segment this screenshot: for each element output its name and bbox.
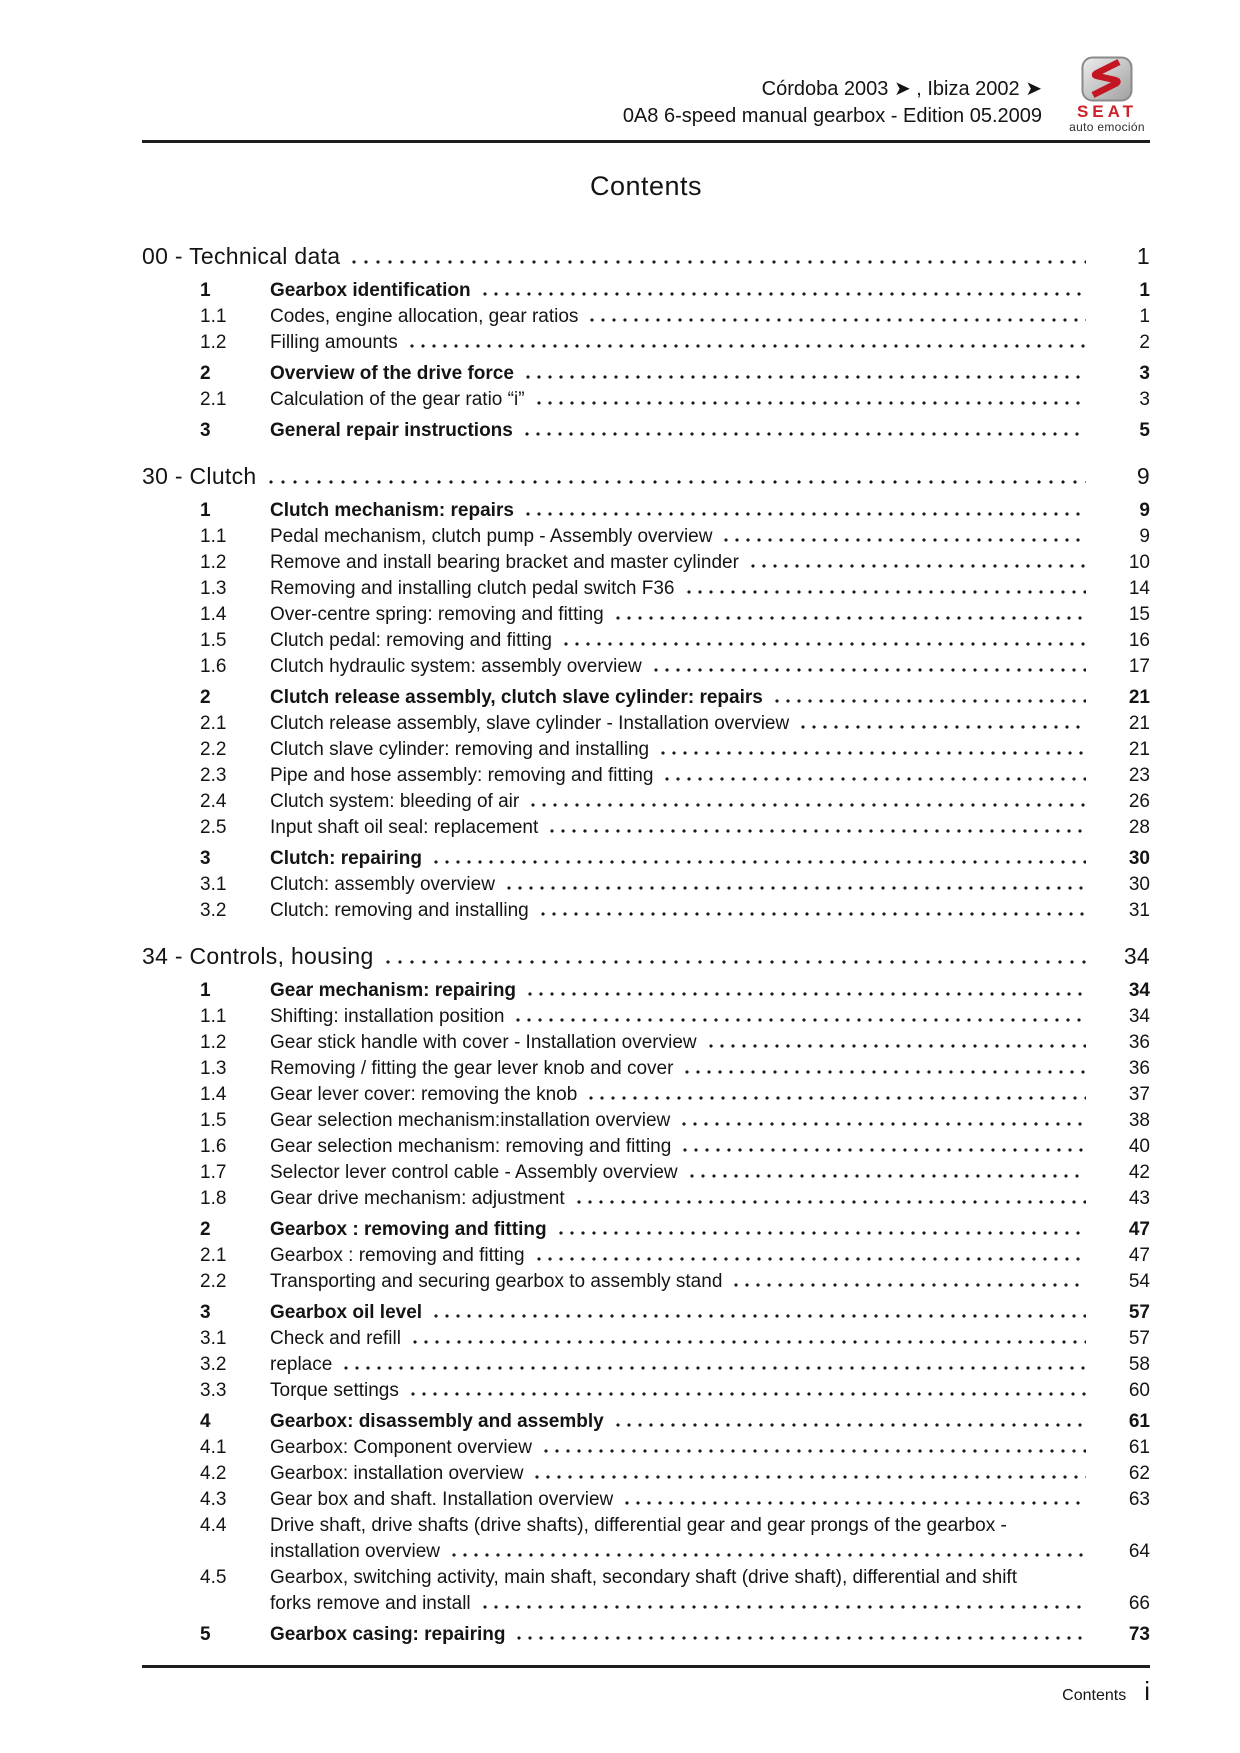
toc-entry-number: 2.1 bbox=[200, 713, 227, 734]
toc-entry-page: 1 bbox=[1139, 306, 1150, 327]
toc-entry-number: 2 bbox=[200, 363, 211, 384]
toc-entry-page: 23 bbox=[1128, 765, 1150, 786]
toc-entry-row bbox=[142, 524, 1150, 550]
dot-leader bbox=[687, 590, 1087, 594]
toc-entry-title: Gearbox: installation overview bbox=[270, 1463, 524, 1484]
toc-chapter-label: 30 - Clutch bbox=[142, 463, 257, 489]
toc-entry-page: 17 bbox=[1128, 656, 1150, 677]
toc-entry-row bbox=[142, 278, 1150, 304]
dot-leader bbox=[434, 860, 1086, 864]
dot-leader bbox=[559, 1231, 1086, 1235]
dot-leader bbox=[654, 668, 1086, 672]
toc-entry-title: Gearbox: disassembly and assembly bbox=[270, 1411, 604, 1432]
toc-entry-title-cont: forks remove and install bbox=[270, 1593, 471, 1614]
header-text bbox=[623, 76, 1042, 136]
toc-entry-title: Gearbox, switching activity, main shaft, secondary shaft (drive shaft), differential and shift bbox=[270, 1567, 1017, 1588]
toc-entry-row bbox=[142, 711, 1150, 737]
header-model-line: Córdoba 2003 ➤ , Ibiza 2002 ➤ bbox=[761, 78, 1042, 100]
toc-entry-row bbox=[142, 1622, 1150, 1648]
dot-leader bbox=[516, 1018, 1086, 1022]
toc-entry-number: 2.1 bbox=[200, 1245, 227, 1266]
toc-entry-number: 2 bbox=[200, 687, 211, 708]
toc-chapter-row bbox=[142, 461, 1150, 491]
toc-entry-title: Clutch: repairing bbox=[270, 848, 423, 869]
toc-entry-row bbox=[142, 387, 1150, 413]
toc-entry-number: 3.3 bbox=[200, 1380, 227, 1401]
toc-entry-page: 30 bbox=[1128, 848, 1150, 869]
toc-entry-row bbox=[142, 1134, 1150, 1160]
toc-entry-number: 3 bbox=[200, 848, 211, 869]
toc-entry-title: Torque settings bbox=[270, 1380, 399, 1401]
footer-page-number: i bbox=[1144, 1676, 1150, 1706]
toc-entry-title: Transporting and securing gearbox to assembly stand bbox=[270, 1271, 723, 1292]
dot-leader bbox=[344, 1366, 1086, 1370]
dot-leader bbox=[661, 751, 1086, 755]
header-edition-line: 0A8 6-speed manual gearbox - Edition 05.2009 bbox=[622, 105, 1042, 127]
toc-entry-row bbox=[142, 1435, 1150, 1461]
toc-entry-number: 1.7 bbox=[200, 1162, 227, 1183]
toc-entry-number: 4.4 bbox=[200, 1515, 227, 1536]
toc-entry-title: General repair instructions bbox=[270, 420, 513, 441]
toc-entry-number: 3.2 bbox=[200, 900, 227, 921]
toc-entry-number: 5 bbox=[200, 1624, 211, 1645]
toc-entry-row bbox=[142, 846, 1150, 872]
toc-entry-page: 21 bbox=[1128, 713, 1150, 734]
toc-entry-number: 3.2 bbox=[200, 1354, 227, 1375]
toc-entry-row bbox=[142, 1243, 1150, 1269]
seat-logo bbox=[1064, 56, 1150, 136]
toc-entry-title: Gear mechanism: repairing bbox=[270, 980, 517, 1001]
table-of-contents bbox=[142, 224, 1150, 1665]
toc-entry-title: Clutch release assembly, slave cylinder - Installation overview bbox=[270, 713, 790, 734]
toc-entry-title: Gearbox casing: repairing bbox=[270, 1624, 506, 1645]
toc-entry-page: 38 bbox=[1128, 1110, 1150, 1131]
dot-leader bbox=[483, 292, 1086, 296]
dot-leader bbox=[386, 960, 1086, 964]
dot-leader bbox=[616, 616, 1086, 620]
toc-entry-title: Drive shaft, drive shafts (drive shafts), differential gear and gear prongs of the gearbox - bbox=[270, 1515, 1007, 1536]
toc-entry-number: 2.1 bbox=[200, 389, 227, 410]
toc-entry-row bbox=[142, 815, 1150, 841]
toc-entry-number: 2.4 bbox=[200, 791, 227, 812]
toc-entry-page: 10 bbox=[1128, 552, 1150, 573]
dot-leader bbox=[525, 432, 1086, 436]
toc-entry-title: Gear drive mechanism: adjustment bbox=[270, 1188, 565, 1209]
toc-entry-number: 1.5 bbox=[200, 1110, 227, 1131]
dot-leader bbox=[531, 803, 1086, 807]
toc-entry-page: 60 bbox=[1128, 1380, 1150, 1401]
dot-leader bbox=[352, 260, 1086, 264]
toc-entry-number: 1.3 bbox=[200, 1058, 227, 1079]
dot-leader bbox=[683, 1148, 1086, 1152]
toc-chapter-page: 34 bbox=[1123, 943, 1150, 969]
page-title: Contents bbox=[589, 171, 703, 201]
toc-entry-title: Pipe and hose assembly: removing and fitting bbox=[270, 765, 654, 786]
toc-entry-title: Check and refill bbox=[270, 1328, 401, 1349]
dot-leader bbox=[775, 699, 1086, 703]
toc-entry-number: 2.2 bbox=[200, 1271, 227, 1292]
toc-entry-title: Overview of the drive force bbox=[270, 363, 514, 384]
toc-entry-number: 1.2 bbox=[200, 552, 227, 573]
toc-entry-title: Gear stick handle with cover - Installation overview bbox=[270, 1032, 697, 1053]
toc-entry-number: 4.3 bbox=[200, 1489, 227, 1510]
dot-leader bbox=[537, 401, 1086, 405]
toc-chapter-row bbox=[142, 241, 1150, 271]
toc-entry-title: Selector lever control cable - Assembly overview bbox=[270, 1162, 678, 1183]
toc-entry-page: 64 bbox=[1128, 1541, 1150, 1562]
dot-leader bbox=[507, 886, 1086, 890]
toc-entry-row bbox=[142, 789, 1150, 815]
toc-entry-line2 bbox=[200, 1591, 1150, 1617]
toc-entry-number: 3.1 bbox=[200, 1328, 227, 1349]
dot-leader bbox=[526, 375, 1086, 379]
toc-entry-row bbox=[142, 304, 1150, 330]
toc-entry-title: Remove and install bearing bracket and master cylinder bbox=[270, 552, 739, 573]
toc-entry-title: Pedal mechanism, clutch pump - Assembly overview bbox=[270, 526, 713, 547]
toc-entry-row bbox=[142, 1487, 1150, 1513]
dot-leader bbox=[709, 1044, 1086, 1048]
toc-entry-page: 34 bbox=[1128, 1006, 1150, 1027]
toc-entry-title: Input shaft oil seal: replacement bbox=[270, 817, 539, 838]
seat-emblem-icon bbox=[1081, 56, 1133, 102]
toc-entry-row bbox=[142, 1030, 1150, 1056]
dot-leader bbox=[724, 538, 1086, 542]
toc-entry-row bbox=[142, 1217, 1150, 1243]
dot-leader bbox=[685, 1070, 1086, 1074]
toc-entry-number: 1.4 bbox=[200, 1084, 227, 1105]
toc-entry-number: 1.2 bbox=[200, 1032, 227, 1053]
toc-entry-number: 1 bbox=[200, 980, 211, 1001]
header bbox=[142, 0, 1150, 136]
toc-entry-number: 4 bbox=[200, 1411, 211, 1432]
toc-entry-title: Gear box and shaft. Installation overview bbox=[270, 1489, 614, 1510]
toc-entry-title: Gearbox : removing and fitting bbox=[270, 1245, 525, 1266]
toc-entry-title: replace bbox=[270, 1354, 333, 1375]
toc-entry-page: 40 bbox=[1128, 1136, 1150, 1157]
toc-entry-row bbox=[142, 1326, 1150, 1352]
toc-entry-number: 1.1 bbox=[200, 526, 227, 547]
footer-rule bbox=[142, 1665, 1150, 1668]
toc-entry-title: Gearbox identification bbox=[270, 280, 471, 301]
toc-entry-row bbox=[142, 763, 1150, 789]
toc-entry-page: 58 bbox=[1128, 1354, 1150, 1375]
dot-leader bbox=[665, 777, 1086, 781]
toc-entry-title: Gearbox : removing and fitting bbox=[270, 1219, 547, 1240]
toc-entry-number: 3 bbox=[200, 420, 211, 441]
toc-entry-number: 4.5 bbox=[200, 1567, 227, 1588]
toc-entry-page: 9 bbox=[1139, 526, 1150, 547]
toc-entry-page: 31 bbox=[1128, 900, 1150, 921]
footer bbox=[142, 1676, 1150, 1753]
toc-entry-title: Clutch slave cylinder: removing and installing bbox=[270, 739, 650, 760]
toc-entry-page: 1 bbox=[1139, 280, 1150, 301]
dot-leader bbox=[564, 642, 1086, 646]
toc-entry-page: 5 bbox=[1139, 420, 1150, 441]
toc-entry-number: 1 bbox=[200, 280, 211, 301]
toc-entry-row bbox=[142, 576, 1150, 602]
toc-entry-number: 2.5 bbox=[200, 817, 227, 838]
dot-leader bbox=[590, 318, 1086, 322]
toc-entry-number: 1.2 bbox=[200, 332, 227, 353]
toc-entry-row bbox=[142, 1565, 1150, 1617]
toc-entry-page: 42 bbox=[1128, 1162, 1150, 1183]
toc-entry-title: Clutch pedal: removing and fitting bbox=[270, 630, 552, 651]
toc-entry-title: Gearbox oil level bbox=[270, 1302, 423, 1323]
dot-leader bbox=[616, 1423, 1086, 1427]
toc-entry-title: Removing and installing clutch pedal switch F36 bbox=[270, 578, 675, 599]
toc-entry-page: 36 bbox=[1128, 1032, 1150, 1053]
toc-entry-page: 2 bbox=[1139, 332, 1150, 353]
toc-entry-number: 3.1 bbox=[200, 874, 227, 895]
toc-entry-line2 bbox=[200, 1539, 1150, 1565]
toc-entry-title: Codes, engine allocation, gear ratios bbox=[270, 306, 579, 327]
toc-entry-row bbox=[142, 1004, 1150, 1030]
toc-entry-title: Clutch release assembly, clutch slave cylinder: repairs bbox=[270, 687, 763, 708]
toc-entry-row bbox=[142, 550, 1150, 576]
dot-leader bbox=[690, 1174, 1086, 1178]
seat-wordmark: SEAT bbox=[1076, 102, 1138, 121]
toc-entry-row bbox=[142, 361, 1150, 387]
toc-entry-title: Shifting: installation position bbox=[270, 1006, 505, 1027]
toc-entry-number: 3 bbox=[200, 1302, 211, 1323]
dot-leader bbox=[682, 1122, 1086, 1126]
toc-entry-number: 4.2 bbox=[200, 1463, 227, 1484]
toc-entry-title: Gear lever cover: removing the knob bbox=[270, 1084, 578, 1105]
toc-entry-row bbox=[142, 1300, 1150, 1326]
toc-entry-title: Gear selection mechanism:installation overview bbox=[270, 1110, 671, 1131]
toc-entry-page: 54 bbox=[1128, 1271, 1150, 1292]
toc-entry-row bbox=[142, 628, 1150, 654]
dot-leader bbox=[413, 1340, 1086, 1344]
dot-leader bbox=[801, 725, 1086, 729]
toc-entry-page: 37 bbox=[1128, 1084, 1150, 1105]
dot-leader bbox=[526, 512, 1086, 516]
toc-entry-title: Gear selection mechanism: removing and fitting bbox=[270, 1136, 672, 1157]
toc-entry-row bbox=[142, 1378, 1150, 1404]
dot-leader bbox=[410, 344, 1086, 348]
toc-entry-number: 2.3 bbox=[200, 765, 227, 786]
toc-entry-number: 1.8 bbox=[200, 1188, 227, 1209]
toc-entry-row bbox=[142, 737, 1150, 763]
toc-entry-row bbox=[142, 1409, 1150, 1435]
toc-entry-number: 2.2 bbox=[200, 739, 227, 760]
toc-entry-page: 3 bbox=[1139, 389, 1150, 410]
toc-entry-title-cont: installation overview bbox=[270, 1541, 441, 1562]
toc-entry-page: 57 bbox=[1128, 1328, 1150, 1349]
toc-entry-title: Calculation of the gear ratio “i” bbox=[270, 389, 525, 410]
toc-entry-title: Removing / fitting the gear lever knob and cover bbox=[270, 1058, 674, 1079]
dot-leader bbox=[751, 564, 1086, 568]
dot-leader bbox=[625, 1501, 1086, 1505]
content-area bbox=[142, 0, 1150, 1753]
toc-entry-page: 63 bbox=[1128, 1489, 1150, 1510]
dot-leader bbox=[528, 992, 1086, 996]
toc-entry-page: 66 bbox=[1128, 1593, 1150, 1614]
toc-entry-row bbox=[142, 602, 1150, 628]
toc-entry-row bbox=[142, 1461, 1150, 1487]
dot-leader bbox=[544, 1449, 1086, 1453]
toc-entry-title: Clutch: removing and installing bbox=[270, 900, 529, 921]
toc-entry-number: 1.6 bbox=[200, 656, 227, 677]
toc-entry-page: 61 bbox=[1128, 1411, 1150, 1432]
toc-entry-row bbox=[142, 898, 1150, 924]
toc-entry-row bbox=[142, 418, 1150, 444]
toc-entry-page: 61 bbox=[1128, 1437, 1150, 1458]
toc-entry-title: Clutch: assembly overview bbox=[270, 874, 495, 895]
toc-chapter-page: 1 bbox=[1136, 243, 1150, 269]
toc-entry-page: 26 bbox=[1128, 791, 1150, 812]
toc-entry-page: 14 bbox=[1128, 578, 1150, 599]
toc-entry-page: 28 bbox=[1128, 817, 1150, 838]
dot-leader bbox=[550, 829, 1086, 833]
toc-entry-page: 15 bbox=[1128, 604, 1150, 625]
toc-entry-page: 21 bbox=[1128, 687, 1150, 708]
toc-entry-row bbox=[142, 1082, 1150, 1108]
toc-entry-line1 bbox=[200, 1513, 1150, 1539]
toc-entry-number: 1.4 bbox=[200, 604, 227, 625]
toc-entry-row bbox=[142, 1352, 1150, 1378]
toc-entry-line1 bbox=[200, 1565, 1150, 1591]
toc-entry-number: 1.1 bbox=[200, 1006, 227, 1027]
toc-entry-row bbox=[142, 872, 1150, 898]
toc-entry-number: 1 bbox=[200, 500, 211, 521]
toc-entry-row bbox=[142, 1513, 1150, 1565]
toc-entry-number: 1.3 bbox=[200, 578, 227, 599]
toc-chapter-page: 9 bbox=[1136, 463, 1150, 489]
toc-entry-number: 1.5 bbox=[200, 630, 227, 651]
toc-entry-row bbox=[142, 330, 1150, 356]
toc-entry-title: Gearbox: Component overview bbox=[270, 1437, 532, 1458]
toc-chapter-row bbox=[142, 941, 1150, 971]
toc-entry-row bbox=[142, 1108, 1150, 1134]
dot-leader bbox=[483, 1605, 1086, 1609]
toc-entry-row bbox=[142, 654, 1150, 680]
toc-entry-page: 21 bbox=[1128, 739, 1150, 760]
toc-entry-number: 1.6 bbox=[200, 1136, 227, 1157]
toc-entry-page: 30 bbox=[1128, 874, 1150, 895]
toc-entry-title: Clutch hydraulic system: assembly overview bbox=[270, 656, 642, 677]
toc-entry-page: 73 bbox=[1128, 1624, 1150, 1645]
dot-leader bbox=[589, 1096, 1086, 1100]
toc-entry-row bbox=[142, 498, 1150, 524]
seat-tagline: auto emoción bbox=[1069, 120, 1145, 134]
toc-entry-title: Clutch mechanism: repairs bbox=[270, 500, 514, 521]
dot-leader bbox=[452, 1553, 1086, 1557]
toc-entry-row bbox=[142, 685, 1150, 711]
dot-leader bbox=[734, 1283, 1086, 1287]
toc-entry-page: 34 bbox=[1128, 980, 1150, 1001]
toc-entry-number: 2 bbox=[200, 1219, 211, 1240]
toc-entry-number: 1.1 bbox=[200, 306, 227, 327]
toc-entry-page: 9 bbox=[1139, 500, 1150, 521]
dot-leader bbox=[411, 1392, 1086, 1396]
toc-entry-row bbox=[142, 978, 1150, 1004]
toc-entry-title: Over-centre spring: removing and fitting bbox=[270, 604, 604, 625]
toc-entry-page: 36 bbox=[1128, 1058, 1150, 1079]
dot-leader bbox=[537, 1257, 1086, 1261]
toc-entry-row bbox=[142, 1186, 1150, 1212]
toc-entry-row bbox=[142, 1160, 1150, 1186]
dot-leader bbox=[269, 480, 1086, 484]
toc-entry-number: 4.1 bbox=[200, 1437, 227, 1458]
toc-entry-page: 57 bbox=[1128, 1302, 1150, 1323]
toc-entry-page: 62 bbox=[1128, 1463, 1150, 1484]
toc-chapter-label: 34 - Controls, housing bbox=[142, 943, 374, 969]
toc-entry-row bbox=[142, 1056, 1150, 1082]
toc-chapter-label: 00 - Technical data bbox=[142, 243, 341, 269]
toc-entry-page: 16 bbox=[1128, 630, 1150, 651]
toc-entry-title: Clutch system: bleeding of air bbox=[270, 791, 520, 812]
toc-entry-page: 43 bbox=[1128, 1188, 1150, 1209]
dot-leader bbox=[535, 1475, 1086, 1479]
dot-leader bbox=[434, 1314, 1086, 1318]
toc-entry-row bbox=[142, 1269, 1150, 1295]
toc-entry-page: 47 bbox=[1128, 1245, 1150, 1266]
footer-label: Contents bbox=[1062, 1687, 1127, 1704]
toc-entry-page: 47 bbox=[1128, 1219, 1150, 1240]
dot-leader bbox=[517, 1636, 1086, 1640]
toc-entry-page: 3 bbox=[1139, 363, 1150, 384]
dot-leader bbox=[577, 1200, 1086, 1204]
dot-leader bbox=[541, 912, 1086, 916]
toc-entry-title: Filling amounts bbox=[270, 332, 398, 353]
header-rule bbox=[142, 140, 1150, 143]
